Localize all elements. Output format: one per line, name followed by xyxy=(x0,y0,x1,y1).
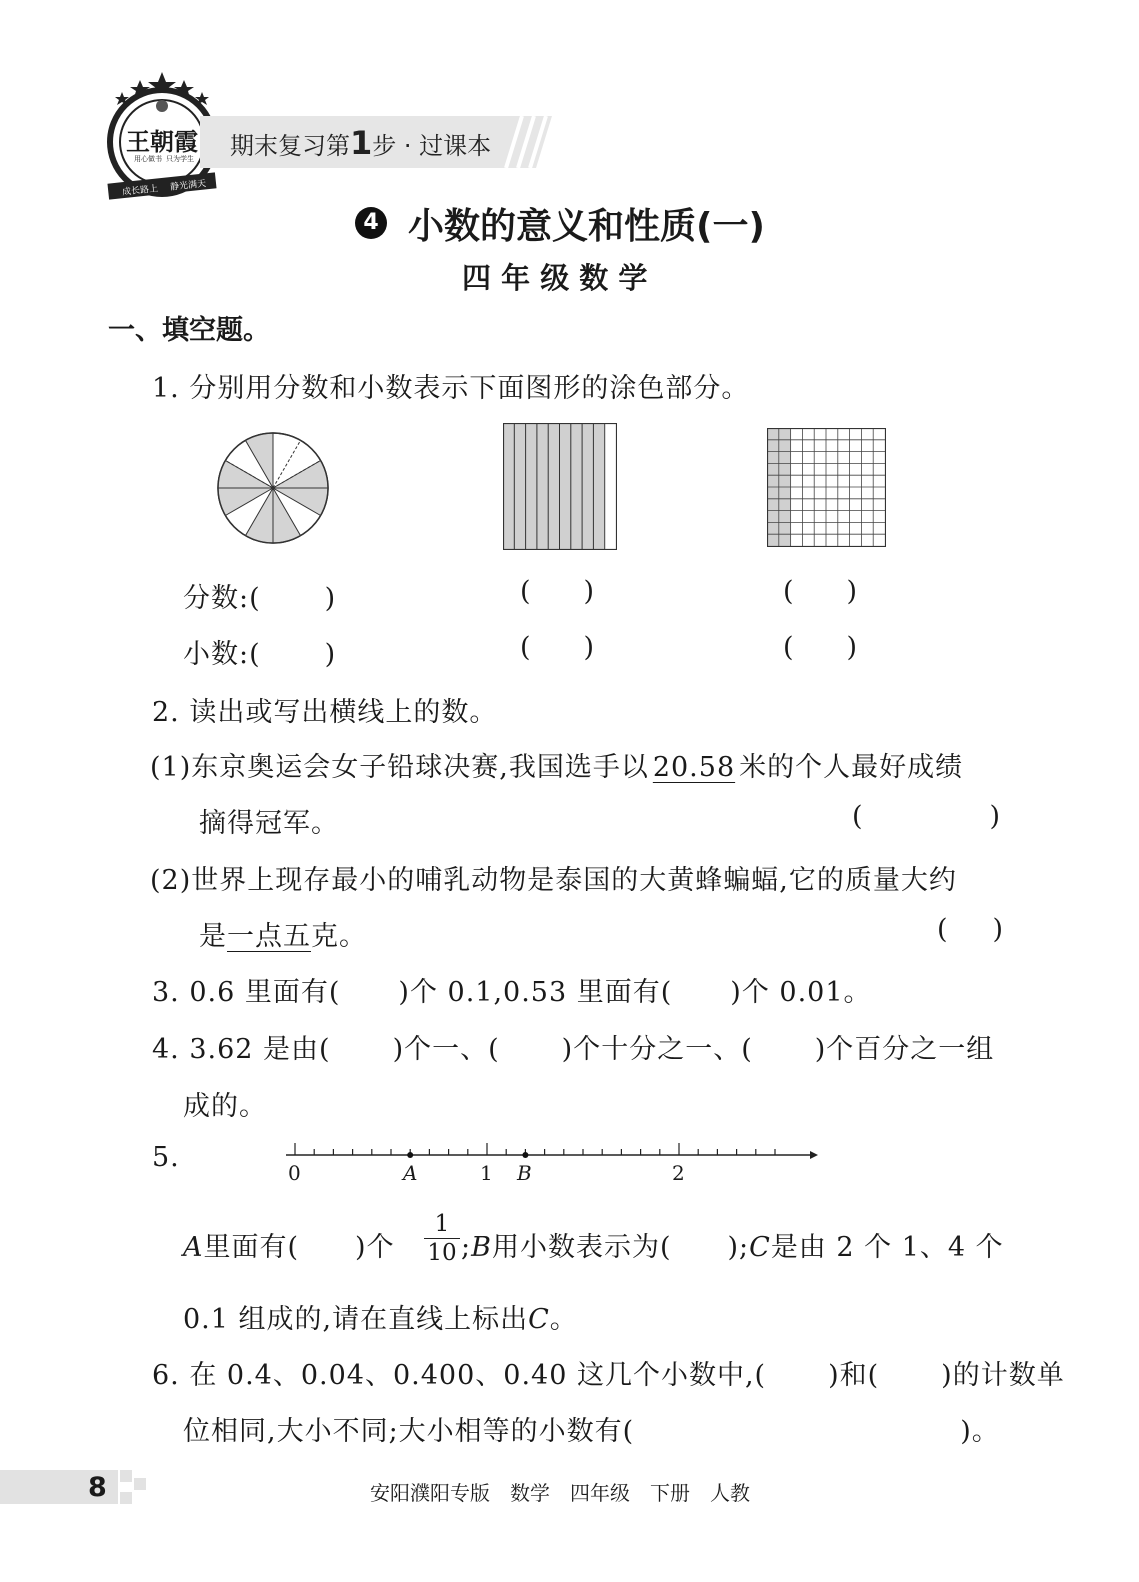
answer-2-1[interactable] xyxy=(852,801,1001,832)
grid-figure xyxy=(767,428,886,547)
q6-text-a: 6. 在 0.4、0.04、0.400、0.40 这几个小数中,( xyxy=(152,1360,767,1391)
q4-text-c: )个十分之一、( xyxy=(561,1034,753,1065)
q5-text-g: ); xyxy=(727,1232,750,1263)
brand-name: 王朝霞 xyxy=(126,127,198,156)
question-5-line-1b xyxy=(461,1225,1004,1264)
q6-text-d: 位相同,大小不同;大小相等的小数有( xyxy=(183,1416,635,1447)
banner-right: 静光满天 xyxy=(169,179,207,193)
q5-semicolon: ; xyxy=(461,1232,472,1263)
q6-text-b: )和( xyxy=(828,1360,880,1391)
fraction-label: 分数:( xyxy=(183,583,261,614)
q3-text-a: 3. 0.6 里面有( xyxy=(152,977,341,1008)
decimal-answer-3[interactable] xyxy=(783,632,858,663)
decimal-answer-2[interactable] xyxy=(520,632,595,663)
var-c: C xyxy=(749,1232,771,1263)
question-2-part-1-cont: 摘得冠军。 xyxy=(199,808,339,839)
fraction-denominator: 10 xyxy=(427,1240,457,1266)
paren-open: ( xyxy=(937,914,949,945)
tick-label-2: 2 xyxy=(672,1161,685,1185)
paren-close: ) xyxy=(846,576,859,607)
tick-label-a: A xyxy=(403,1161,418,1185)
paren-close: ) xyxy=(846,632,859,663)
question-6 xyxy=(152,1353,1065,1392)
title-number-badge xyxy=(355,207,387,239)
banner-left: 成长路上 xyxy=(121,184,159,198)
q5-text-f: 用小数表示为( xyxy=(491,1232,672,1263)
q4-text-a: 4. 3.62 是由( xyxy=(152,1034,331,1065)
question-2-text: 2. 读出或写出横线上的数。 xyxy=(152,697,498,728)
paren-open: ( xyxy=(520,576,532,607)
q5-line-2-text: 0.1 组成的,请在直线上标出 xyxy=(183,1304,529,1335)
tick-label-b: B xyxy=(517,1161,532,1185)
paren-close: ) xyxy=(324,639,337,670)
part-2-text-c: 克。 xyxy=(311,921,367,952)
paren-close: ) xyxy=(989,801,1002,832)
point-b xyxy=(522,1152,528,1158)
q6-text-c: )的计数单 xyxy=(941,1360,1065,1391)
fraction-answer-1[interactable] xyxy=(183,576,336,615)
strips-figure xyxy=(503,423,617,550)
footer-info: 安阳濮阳专版 数学 四年级 下册 人教 xyxy=(370,1481,750,1505)
step-prefix: 期末复习第 xyxy=(230,132,350,160)
q4-text-d: )个百分之一组 xyxy=(814,1034,995,1065)
var-a: A xyxy=(183,1232,204,1263)
page-subtitle: 四 年 级 数 学 xyxy=(462,261,648,295)
footer-corner xyxy=(120,1470,148,1504)
question-2-part-1 xyxy=(150,745,963,784)
part-2-text-b: 是 xyxy=(199,921,227,952)
fraction-numerator: 1 xyxy=(434,1211,450,1237)
paren-open: ( xyxy=(852,801,864,832)
page-title: 小数的意义和性质(一) xyxy=(408,206,765,247)
paren-open: ( xyxy=(520,632,532,663)
brand-small-left: 用心做书 xyxy=(134,155,162,163)
paren-close: ) xyxy=(992,914,1005,945)
question-6-cont xyxy=(183,1409,1000,1448)
fraction-answer-2[interactable] xyxy=(520,576,595,607)
question-3 xyxy=(152,970,872,1009)
q5-text-b: 里面有( xyxy=(203,1232,300,1263)
question-1-text: 1. 分别用分数和小数表示下面图形的涂色部分。 xyxy=(152,373,750,404)
decimal-answer-1[interactable] xyxy=(183,632,336,671)
question-4-cont: 成的。 xyxy=(183,1091,267,1122)
step-banner xyxy=(200,116,552,168)
paren-close: ) xyxy=(583,576,596,607)
fraction-one-tenth xyxy=(424,1210,460,1267)
q3-text-b: )个 0.1,0.53 里面有( xyxy=(398,977,673,1008)
page-number: 8 xyxy=(88,1472,107,1503)
q4-text-b: )个一、( xyxy=(392,1034,500,1065)
q5-text-i: 是由 2 个 1、4 个 xyxy=(770,1232,1004,1263)
underlined-number: 20.58 xyxy=(652,752,736,783)
decimal-label: 小数:( xyxy=(183,639,261,670)
question-5-line-2 xyxy=(183,1297,578,1336)
paren-open: ( xyxy=(783,632,795,663)
title-number: 4 xyxy=(363,210,379,235)
fraction-answer-3[interactable] xyxy=(783,576,858,607)
part-1-text-a: (1)东京奥运会女子铅球决赛,我国选手以 xyxy=(150,752,649,783)
section-heading: 一、填空题。 xyxy=(108,315,270,346)
paren-close: ) xyxy=(583,632,596,663)
step-label xyxy=(230,124,491,162)
q5-text-c: )个 xyxy=(355,1232,395,1263)
underlined-text: 一点五 xyxy=(227,921,311,952)
circle-figure xyxy=(215,430,331,546)
q3-text-c: )个 0.01。 xyxy=(730,977,872,1008)
paren-close: ) xyxy=(324,583,337,614)
question-5-number: 5. xyxy=(152,1142,180,1173)
answer-2-2[interactable] xyxy=(937,914,1004,945)
question-2-part-2: (2)世界上现存最小的哺乳动物是泰国的大黄蜂蝙蝠,它的质量大约 xyxy=(150,865,957,896)
var-b: B xyxy=(471,1232,492,1263)
var-c: C xyxy=(528,1304,550,1335)
question-5-line-1 xyxy=(183,1225,395,1264)
question-2-part-2-cont xyxy=(199,914,367,953)
tick-label-1: 1 xyxy=(480,1161,493,1185)
brand-small-right: 只为学生 xyxy=(166,155,194,163)
question-4 xyxy=(152,1027,994,1066)
point-a xyxy=(407,1152,413,1158)
step-number: 1 xyxy=(350,124,373,162)
paren-open: ( xyxy=(783,576,795,607)
q5-line-2-end: 。 xyxy=(549,1304,578,1335)
tick-label-0: 0 xyxy=(288,1161,301,1185)
step-suffix: 步 · 过课本 xyxy=(372,132,492,160)
part-1-text-b: 米的个人最好成绩 xyxy=(739,752,964,783)
number-line xyxy=(280,1135,820,1195)
q6-text-e: )。 xyxy=(960,1416,1000,1447)
